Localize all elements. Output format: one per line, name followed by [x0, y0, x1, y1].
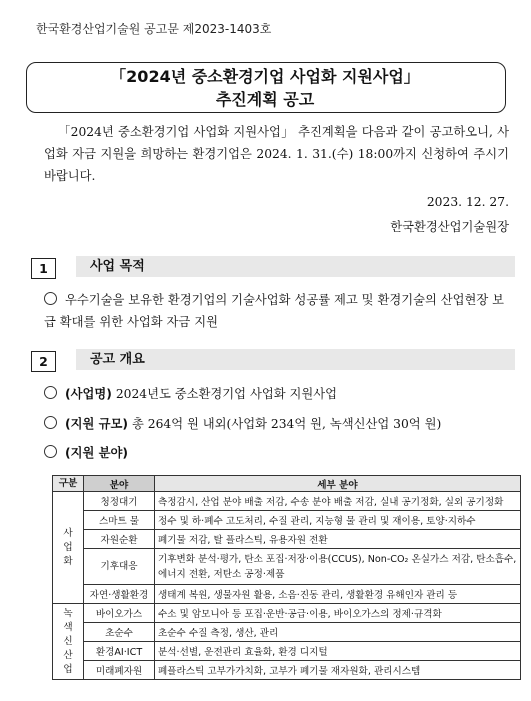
table-row — [53, 549, 521, 585]
group-green-new-industry: 녹 색 신 산 업 — [53, 604, 84, 680]
table-row — [53, 492, 521, 511]
field-cell: 바이오가스 — [84, 604, 155, 623]
table-row — [53, 661, 521, 680]
field-cell: 자원순환 — [84, 530, 155, 549]
table-header-row — [53, 476, 521, 492]
field-cell: 미래폐자원 — [84, 661, 155, 680]
section-1-number: 1 — [31, 258, 56, 279]
table-row — [53, 642, 521, 661]
title-line-2: 추진계획 공고 — [215, 90, 315, 109]
group-commercialization: 사 업 화 — [53, 492, 84, 604]
purpose-text: 우수기술을 보유한 환경기업의 기술사업화 성공률 제고 및 환경기술의 산업현장 보급 확대를 위한 사업화 자금 지원 — [44, 293, 505, 329]
field-cell: 자연·생활환경 — [84, 585, 155, 604]
field-cell: 환경AI·ICT — [84, 642, 155, 661]
overview-item-fields — [44, 442, 128, 464]
circle-bullet-icon — [44, 386, 57, 399]
purpose-item — [44, 289, 514, 333]
section-2-title: 공고 개요 — [76, 349, 515, 370]
support-fields-table — [52, 475, 521, 680]
detail-cell: 정수 및 하·폐수 고도처리, 수질 관리, 지능형 물 관리 및 재이용, 토양·지하수 — [155, 511, 521, 530]
detail-cell: 폐기물 저감, 탈 플라스틱, 유용자원 전환 — [155, 530, 521, 549]
field-cell: 스마트 물 — [84, 511, 155, 530]
overview-text: 총 264억 원 내외(사업화 234억 원, 녹색신산업 30억 원) — [131, 417, 442, 431]
header-field: 분야 — [84, 476, 155, 492]
overview-item-scale — [44, 413, 441, 435]
announcement-number: 한국환경산업기술원 공고문 제2023-1403호 — [36, 22, 272, 36]
table-row — [53, 530, 521, 549]
intro-paragraph: 「2024년 중소환경기업 사업화 지원사업」 추진계획을 다음과 같이 공고하오니, 사업화 자금 지원을 희망하는 환경기업은 2024. 1. 31.(수) 18:00까지 신청하여 주시기 바랍니다. — [44, 125, 509, 183]
detail-cell: 생태계 복원, 생물자원 활용, 소음·진동 관리, 생활환경 유해인자 관리 등 — [155, 585, 521, 604]
section-1-title: 사업 목적 — [76, 256, 515, 277]
field-cell: 기후대응 — [84, 549, 155, 585]
field-cell: 초순수 — [84, 623, 155, 642]
table-row — [53, 585, 521, 604]
overview-text: 2024년도 중소환경기업 사업화 지원사업 — [115, 387, 338, 401]
table-row — [53, 604, 521, 623]
issuing-organization: 한국환경산업기술원장 — [390, 220, 509, 234]
circle-bullet-icon — [44, 292, 57, 305]
field-cell: 청정대기 — [84, 492, 155, 511]
header-category: 구분 — [53, 476, 84, 492]
title-line-1: 「2024년 중소환경기업 사업화 지원사업」 — [110, 67, 420, 86]
overview-label: (사업명) — [65, 387, 112, 401]
overview-label: (지원 분야) — [65, 446, 129, 460]
table-row — [53, 623, 521, 642]
table-row — [53, 511, 521, 530]
announcement-date: 2023. 12. 27. — [426, 195, 509, 209]
detail-cell: 측정감시, 산업 분야 배출 저감, 수송 분야 배출 저감, 실내 공기정화, 실외 공기정화 — [155, 492, 521, 511]
detail-cell: 수소 및 암모니아 등 포집·운반·공급·이용, 바이오가스의 정제·규격화 — [155, 604, 521, 623]
circle-bullet-icon — [44, 416, 57, 429]
detail-cell: 폐플라스틱 고부가가치화, 고부가 폐기물 재자원화, 관리시스템 — [155, 661, 521, 680]
detail-cell: 초순수 수질 측정, 생산, 관리 — [155, 623, 521, 642]
detail-cell: 기후변화 분석·평가, 탄소 포집·저장·이용(CCUS), Non-CO₂ 온실가스 저감, 탄소흡수, 에너지 전환, 저탄소 공정·제품 — [155, 549, 521, 585]
overview-item-name — [44, 383, 337, 405]
detail-cell: 분석·선별, 운전관리 효율화, 환경 디지털 — [155, 642, 521, 661]
header-detail: 세부 분야 — [155, 476, 521, 492]
section-2-number: 2 — [31, 351, 56, 372]
overview-label: (지원 규모) — [65, 417, 129, 431]
circle-bullet-icon — [44, 445, 57, 458]
